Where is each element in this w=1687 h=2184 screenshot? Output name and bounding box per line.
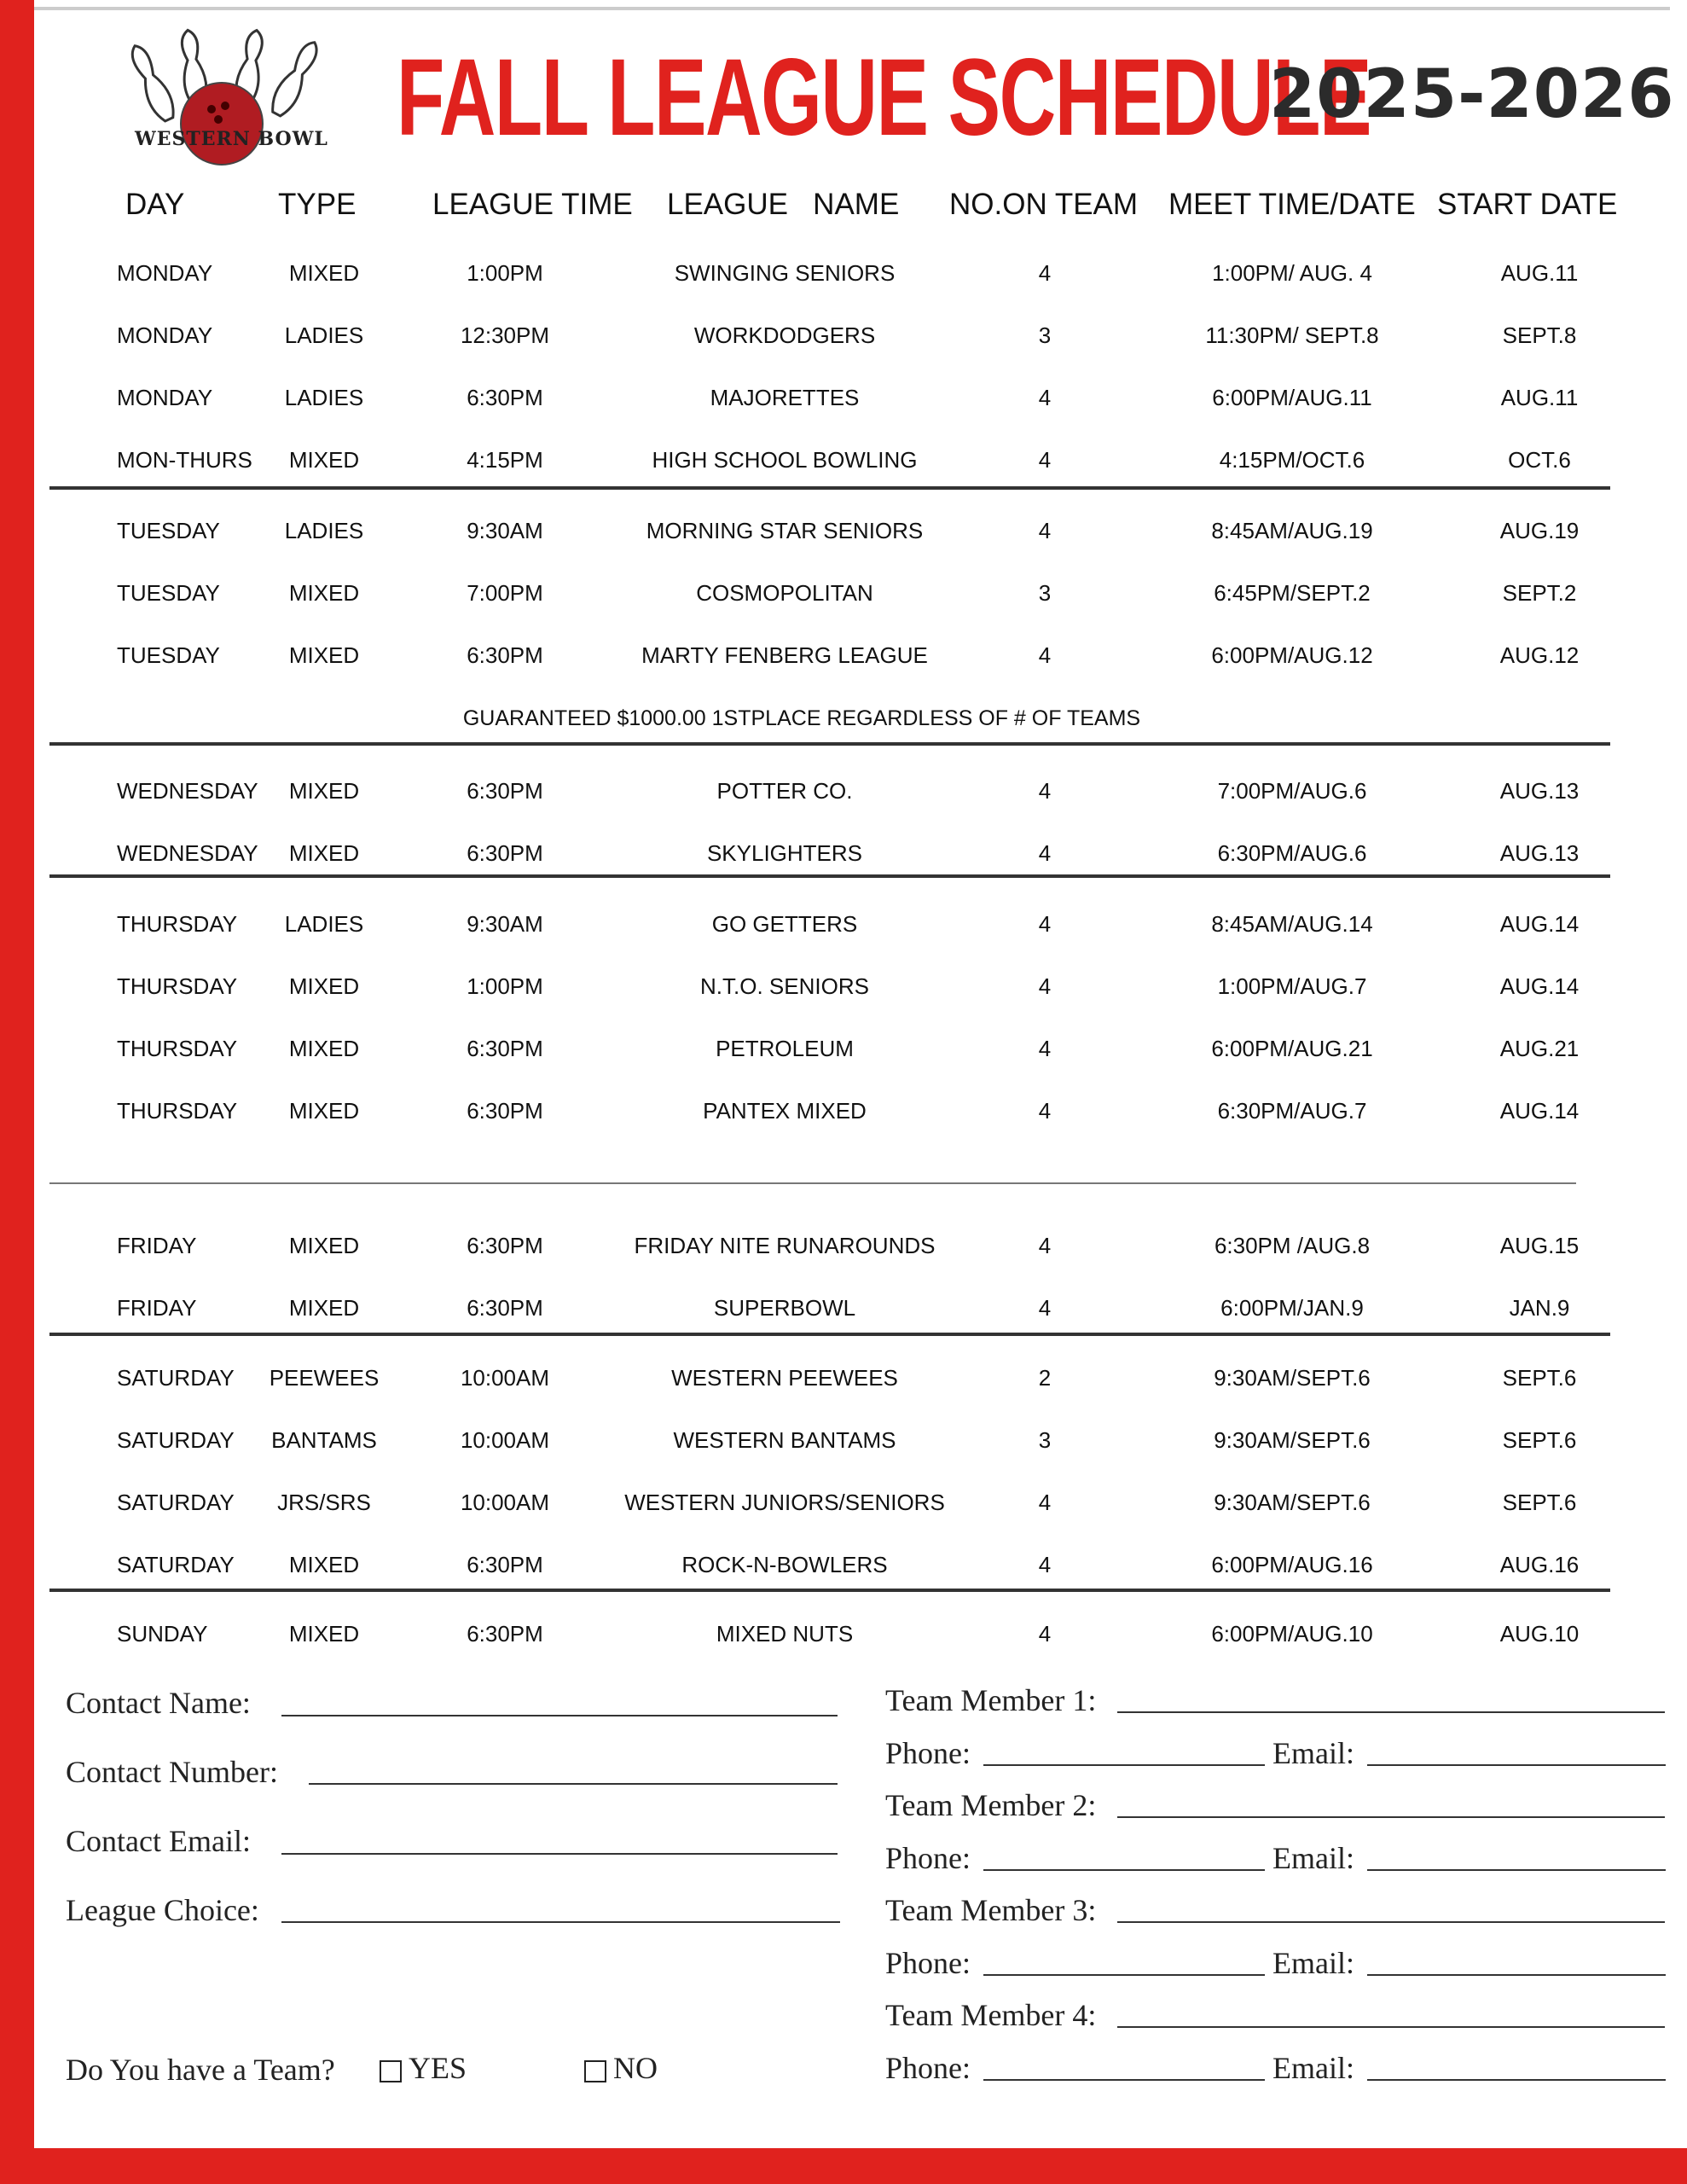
cell-team: 4 — [1038, 447, 1052, 473]
email-1-field[interactable] — [1367, 1764, 1666, 1766]
column-header-type: TYPE — [278, 188, 357, 221]
cell-time: 9:30AM — [467, 911, 543, 937]
cell-day: SATURDAY — [117, 1365, 235, 1391]
cell-type: LADIES — [284, 518, 364, 543]
phone-1-field[interactable] — [983, 1764, 1265, 1766]
cell-day: THURSDAY — [117, 1098, 238, 1124]
cell-start: SEPT.8 — [1502, 322, 1577, 348]
cell-start: AUG.13 — [1499, 778, 1580, 804]
cell-day: SATURDAY — [117, 1490, 235, 1515]
cell-start: AUG.10 — [1499, 1621, 1580, 1647]
cell-start: AUG.19 — [1499, 518, 1580, 543]
cell-team: 4 — [1038, 840, 1052, 866]
cell-start: AUG.11 — [1500, 260, 1579, 286]
cell-team: 4 — [1038, 1621, 1052, 1647]
cell-team: 4 — [1038, 1490, 1052, 1515]
cell-day: FRIDAY — [117, 1233, 197, 1258]
cell-name: HIGH SCHOOL BOWLING — [652, 447, 918, 473]
cell-time: 6:30PM — [467, 778, 543, 804]
cell-day: MON-THURS — [117, 447, 252, 473]
contact-number-field[interactable] — [309, 1783, 838, 1785]
phone-3-label: Phone: — [885, 1946, 971, 1980]
contact-number-label: Contact Number: — [66, 1755, 278, 1789]
cell-meet: 9:30AM/SEPT.6 — [1214, 1427, 1371, 1453]
cell-name: SKYLIGHTERS — [706, 840, 863, 866]
cell-time: 9:30AM — [467, 518, 543, 543]
cell-team: 3 — [1038, 1427, 1052, 1453]
cell-time: 6:30PM — [467, 1552, 543, 1577]
cell-name: WESTERN JUNIORS/SENIORS — [624, 1490, 945, 1515]
cell-type: MIXED — [288, 447, 360, 473]
contact-email-label: Contact Email: — [66, 1824, 251, 1858]
yes-option[interactable] — [380, 2050, 467, 2086]
bowling-ball-icon — [181, 83, 263, 165]
cell-meet: 6:00PM/JAN.9 — [1220, 1295, 1364, 1321]
section-divider — [49, 1333, 1610, 1336]
cell-time: 6:30PM — [467, 840, 543, 866]
cell-meet: 6:00PM/AUG.11 — [1212, 385, 1372, 410]
page-title: FALL LEAGUE SCHEDULE — [397, 37, 1371, 159]
email-2-field[interactable] — [1367, 1869, 1666, 1871]
contact-name-label: Contact Name: — [66, 1686, 251, 1720]
left-red-border — [0, 0, 34, 2184]
cell-time: 6:30PM — [467, 1098, 543, 1124]
cell-name: PANTEX MIXED — [703, 1098, 867, 1124]
cell-meet: 6:30PM/AUG.6 — [1217, 840, 1367, 866]
cell-day: TUESDAY — [117, 580, 220, 606]
section-divider — [49, 742, 1610, 746]
cell-team: 4 — [1038, 260, 1052, 286]
team-member-1-label: Team Member 1: — [885, 1683, 1097, 1717]
email-2-label: Email: — [1272, 1841, 1354, 1875]
cell-time: 6:30PM — [467, 1295, 543, 1321]
cell-time: 10:00AM — [460, 1427, 550, 1453]
league-choice-label: League Choice: — [66, 1893, 259, 1927]
cell-type: MIXED — [288, 1295, 360, 1321]
cell-time: 6:30PM — [467, 642, 543, 668]
cell-name: POTTER CO. — [716, 778, 853, 804]
cell-team: 4 — [1038, 1036, 1052, 1061]
cell-type: LADIES — [284, 911, 364, 937]
cell-type: MIXED — [288, 1552, 360, 1577]
cell-name: COSMOPOLITAN — [696, 580, 873, 606]
cell-meet: 1:00PM/ AUG. 4 — [1212, 260, 1372, 286]
cell-name: GO GETTERS — [711, 911, 858, 937]
contact-email-field[interactable] — [281, 1853, 838, 1855]
email-1-label: Email: — [1272, 1736, 1354, 1770]
cell-name: MAJORETTES — [710, 385, 860, 410]
cell-team: 4 — [1038, 1233, 1052, 1258]
cell-day: MONDAY — [117, 322, 213, 348]
cell-day: WEDNESDAY — [117, 778, 258, 804]
cell-start: SEPT.6 — [1502, 1490, 1577, 1515]
cell-day: SUNDAY — [117, 1621, 208, 1647]
cell-team: 4 — [1038, 642, 1052, 668]
team-member-4-label: Team Member 4: — [885, 1998, 1097, 2032]
cell-name: PETROLEUM — [716, 1036, 854, 1061]
cell-meet: 6:00PM/AUG.21 — [1211, 1036, 1373, 1061]
cell-day: THURSDAY — [117, 911, 238, 937]
cell-time: 7:00PM — [467, 580, 543, 606]
cell-meet: 6:00PM/AUG.10 — [1211, 1621, 1373, 1647]
cell-type: LADIES — [284, 385, 364, 410]
no-checkbox[interactable] — [584, 2060, 606, 2082]
cell-team: 4 — [1038, 1552, 1052, 1577]
cell-meet: 9:30AM/SEPT.6 — [1214, 1490, 1371, 1515]
cell-team: 4 — [1038, 778, 1052, 804]
cell-meet: 6:45PM/SEPT.2 — [1214, 580, 1371, 606]
phone-4-label: Phone: — [885, 2051, 971, 2085]
cell-meet: 6:30PM /AUG.8 — [1214, 1233, 1371, 1258]
cell-start: OCT.6 — [1508, 447, 1571, 473]
team-member-4-field[interactable] — [1117, 2026, 1665, 2028]
cell-meet: 8:45AM/AUG.14 — [1211, 911, 1373, 937]
cell-start: AUG.14 — [1499, 973, 1580, 999]
cell-time: 10:00AM — [460, 1365, 550, 1391]
cell-time: 1:00PM — [467, 260, 543, 286]
cell-start: SEPT.2 — [1502, 580, 1577, 606]
cell-team: 4 — [1038, 518, 1052, 543]
cell-start: AUG.21 — [1499, 1036, 1580, 1061]
league-choice-field[interactable] — [281, 1921, 840, 1923]
cell-start: AUG.12 — [1499, 642, 1580, 668]
team-member-3-field[interactable] — [1117, 1921, 1665, 1923]
cell-name: MIXED NUTS — [716, 1621, 854, 1647]
email-4-field[interactable] — [1367, 2079, 1666, 2081]
email-3-label: Email: — [1272, 1946, 1354, 1980]
logo-text: WESTERN BOWL — [135, 128, 328, 150]
cell-meet: 4:15PM/OCT.6 — [1219, 447, 1365, 473]
cell-meet: 8:45AM/AUG.19 — [1211, 518, 1373, 543]
top-rule — [34, 7, 1670, 10]
column-header-start-date: START DATE — [1437, 188, 1618, 221]
no-option[interactable] — [584, 2050, 658, 2086]
cell-type: MIXED — [288, 778, 360, 804]
bottom-red-border — [0, 2148, 1687, 2184]
prize-note: GUARANTEED $1000.00 1STPLACE REGARDLESS OF # OF TEAMS — [462, 706, 1141, 730]
bowling-pin-icon — [125, 41, 179, 124]
cell-team: 4 — [1038, 1098, 1052, 1124]
cell-day: MONDAY — [117, 260, 213, 286]
cell-day: THURSDAY — [117, 973, 238, 999]
cell-day: FRIDAY — [117, 1295, 197, 1321]
cell-type: MIXED — [288, 642, 360, 668]
cell-time: 1:00PM — [467, 973, 543, 999]
cell-time: 6:30PM — [467, 1036, 543, 1061]
team-member-2-label: Team Member 2: — [885, 1788, 1097, 1822]
cell-type: MIXED — [288, 1621, 360, 1647]
yes-label: YES — [409, 2051, 467, 2085]
phone-2-field[interactable] — [983, 1869, 1265, 1871]
cell-team: 3 — [1038, 322, 1052, 348]
cell-team: 4 — [1038, 973, 1052, 999]
cell-team: 3 — [1038, 580, 1052, 606]
cell-type: MIXED — [288, 1233, 360, 1258]
contact-name-field[interactable] — [281, 1715, 838, 1716]
cell-type: MIXED — [288, 840, 360, 866]
cell-start: AUG.15 — [1499, 1233, 1580, 1258]
cell-type: MIXED — [288, 1036, 360, 1061]
phone-3-field[interactable] — [983, 1974, 1265, 1976]
phone-1-label: Phone: — [885, 1736, 971, 1770]
cell-start: JAN.9 — [1509, 1295, 1570, 1321]
cell-type: MIXED — [288, 1098, 360, 1124]
cell-meet: 6:30PM/AUG.7 — [1217, 1098, 1367, 1124]
cell-day: SATURDAY — [117, 1552, 235, 1577]
cell-type: MIXED — [288, 580, 360, 606]
cell-name: MORNING STAR SENIORS — [646, 518, 924, 543]
cell-day: THURSDAY — [117, 1036, 238, 1061]
section-divider — [49, 486, 1610, 490]
cell-meet: 9:30AM/SEPT.6 — [1214, 1365, 1371, 1391]
yes-checkbox[interactable] — [380, 2060, 402, 2082]
column-header-league-name: LEAGUE NAME — [667, 188, 900, 221]
no-label: NO — [613, 2051, 658, 2085]
cell-start: AUG.16 — [1499, 1552, 1580, 1577]
cell-meet: 7:00PM/AUG.6 — [1217, 778, 1367, 804]
have-team-question: Do You have a Team? — [66, 2053, 335, 2087]
cell-time: 6:30PM — [467, 1621, 543, 1647]
cell-time: 6:30PM — [467, 1233, 543, 1258]
cell-name: WESTERN BANTAMS — [673, 1427, 896, 1453]
cell-time: 10:00AM — [460, 1490, 550, 1515]
cell-name: WESTERN PEEWEES — [671, 1365, 898, 1391]
email-3-field[interactable] — [1367, 1974, 1666, 1976]
cell-name: MARTY FENBERG LEAGUE — [641, 642, 928, 668]
cell-type: MIXED — [288, 973, 360, 999]
cell-name: N.T.O. SENIORS — [700, 973, 869, 999]
cell-start: SEPT.6 — [1502, 1427, 1577, 1453]
cell-meet: 6:00PM/AUG.16 — [1211, 1552, 1373, 1577]
section-divider — [49, 1182, 1576, 1184]
cell-name: WORKDODGERS — [693, 322, 876, 348]
phone-4-field[interactable] — [983, 2079, 1265, 2081]
cell-start: AUG.11 — [1500, 385, 1579, 410]
cell-day: MONDAY — [117, 385, 213, 410]
cell-type: MIXED — [288, 260, 360, 286]
cell-type: BANTAMS — [271, 1427, 377, 1453]
cell-time: 6:30PM — [467, 385, 543, 410]
cell-type: PEEWEES — [269, 1365, 380, 1391]
column-header-league-time: LEAGUE TIME — [432, 188, 633, 221]
cell-name: ROCK-N-BOWLERS — [681, 1552, 888, 1577]
cell-type: JRS/SRS — [277, 1490, 371, 1515]
cell-name: SWINGING SENIORS — [674, 260, 896, 286]
cell-meet: 1:00PM/AUG.7 — [1217, 973, 1367, 999]
cell-start: SEPT.6 — [1502, 1365, 1577, 1391]
cell-team: 4 — [1038, 385, 1052, 410]
cell-team: 4 — [1038, 911, 1052, 937]
cell-start: AUG.13 — [1499, 840, 1580, 866]
cell-name: FRIDAY NITE RUNAROUNDS — [634, 1233, 936, 1258]
cell-team: 2 — [1038, 1365, 1052, 1391]
section-divider — [49, 1589, 1610, 1592]
column-header-meet-time: MEET TIME/DATE — [1168, 188, 1416, 221]
cell-start: AUG.14 — [1499, 911, 1580, 937]
cell-time: 4:15PM — [467, 447, 543, 473]
cell-name: SUPERBOWL — [713, 1295, 856, 1321]
cell-time: 12:30PM — [460, 322, 550, 348]
cell-type: LADIES — [284, 322, 364, 348]
email-4-label: Email: — [1272, 2051, 1354, 2085]
cell-meet: 6:00PM/AUG.12 — [1211, 642, 1373, 668]
team-member-1-field[interactable] — [1117, 1711, 1665, 1713]
cell-start: AUG.14 — [1499, 1098, 1580, 1124]
cell-team: 4 — [1038, 1295, 1052, 1321]
cell-day: TUESDAY — [117, 518, 220, 543]
column-header-team-size: NO.ON TEAM — [949, 188, 1139, 221]
column-header-day: DAY — [125, 188, 185, 221]
team-member-3-label: Team Member 3: — [885, 1893, 1097, 1927]
bowling-pin-icon — [267, 38, 324, 119]
phone-2-label: Phone: — [885, 1841, 971, 1875]
cell-day: SATURDAY — [117, 1427, 235, 1453]
team-member-2-field[interactable] — [1117, 1816, 1665, 1818]
cell-meet: 11:30PM/ SEPT.8 — [1205, 322, 1379, 348]
section-divider — [49, 874, 1610, 878]
cell-day: WEDNESDAY — [117, 840, 258, 866]
season-year: 2025-2026 — [1269, 56, 1675, 133]
cell-day: TUESDAY — [117, 642, 220, 668]
